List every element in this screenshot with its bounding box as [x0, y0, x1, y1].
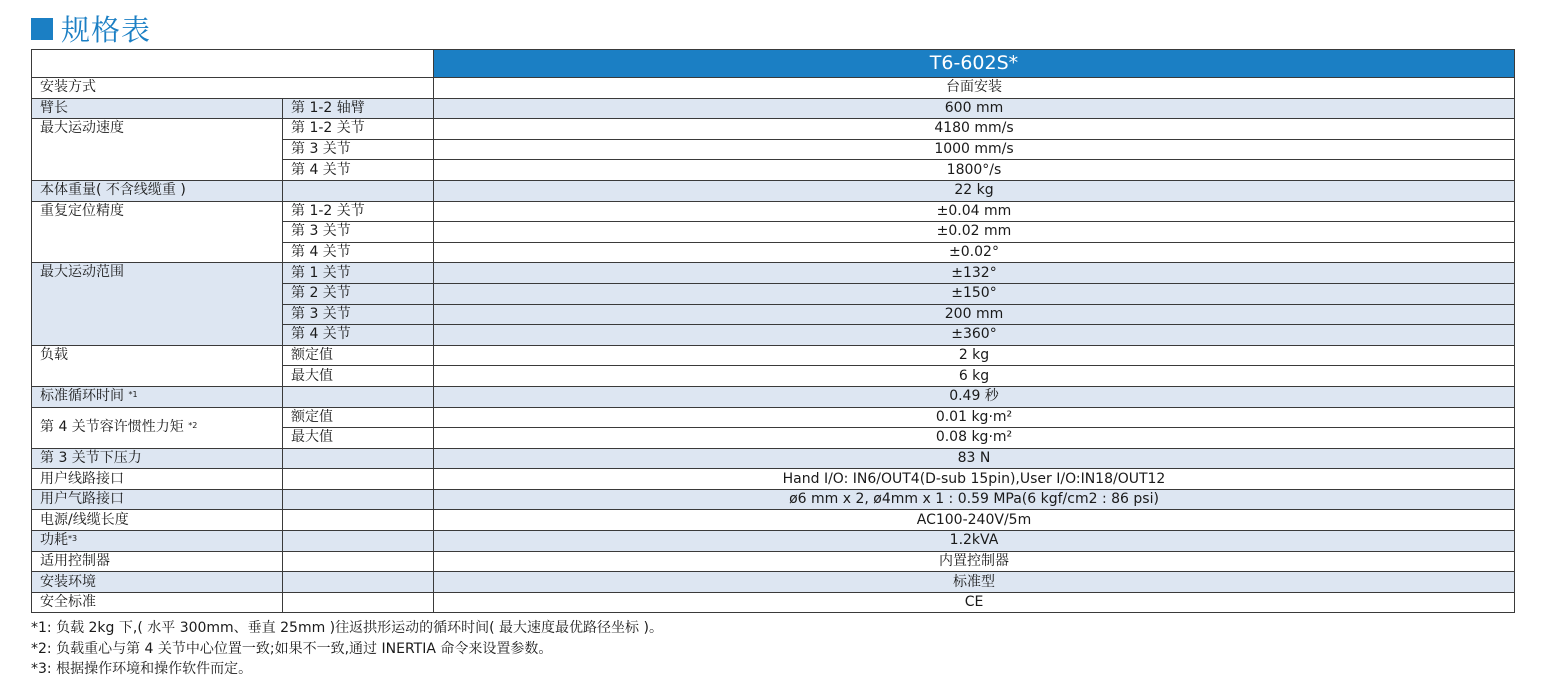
row-sublabel: 第 4 关节: [283, 242, 434, 263]
table-row: [32, 263, 1515, 284]
table-row: [32, 180, 1515, 201]
row-label: 第 4 关节容许惯性力矩: [40, 419, 184, 436]
row-value: 0.08 kg·m²: [434, 428, 1515, 449]
table-row: [32, 78, 1515, 99]
row-value: 0.01 kg·m²: [434, 407, 1515, 428]
row-value: 4180 mm/s: [434, 119, 1515, 140]
row-sublabel: 第 1-2 轴臂: [283, 98, 434, 119]
table-row: [32, 510, 1515, 531]
row-value: 2 kg: [434, 345, 1515, 366]
footnote-mark: *1: [128, 390, 138, 400]
row-sublabel-empty: [283, 592, 434, 613]
row-value: 22 kg: [434, 180, 1515, 201]
row-label-cell: [32, 531, 283, 552]
row-sublabel-empty: [283, 469, 434, 490]
row-sublabel: 第 3 关节: [283, 304, 434, 325]
table-row: [32, 592, 1515, 613]
row-label: 本体重量( 不含线缆重 ): [32, 180, 283, 201]
footnote-mark: *2: [188, 421, 198, 431]
row-sublabel-empty: [283, 489, 434, 510]
row-sublabel-empty: [283, 448, 434, 469]
row-sublabel: 额定值: [283, 345, 434, 366]
row-value: ±360°: [434, 325, 1515, 346]
row-sublabel: 最大值: [283, 366, 434, 387]
row-value: 600 mm: [434, 98, 1515, 119]
table-row: [32, 98, 1515, 119]
footnote-3: *3: 根据操作环境和操作软件而定。: [31, 661, 253, 677]
table-row: [32, 345, 1515, 366]
footnote-mark: *3: [68, 534, 78, 544]
row-value: 83 N: [434, 448, 1515, 469]
row-value: ±0.04 mm: [434, 201, 1515, 222]
table-row: [32, 531, 1515, 552]
model-header: T6-602S*: [434, 50, 1515, 78]
row-sublabel: 第 3 关节: [283, 139, 434, 160]
row-sublabel: 额定值: [283, 407, 434, 428]
row-sublabel-empty: [283, 386, 434, 407]
footnote-1: *1: 负载 2kg 下,( 水平 300mm、垂直 25mm )往返拱形运动的循环时间( 最大速度最优路径坐标 )。: [31, 620, 663, 636]
header-blank-cell: [32, 50, 434, 78]
row-sublabel-empty: [283, 551, 434, 572]
section-title: [31, 8, 151, 48]
section-title-text: 规格表: [61, 12, 152, 47]
row-value: 标准型: [434, 572, 1515, 593]
table-row: [32, 119, 1515, 140]
table-header-row: [32, 50, 1515, 78]
row-label: 电源/线缆长度: [32, 510, 283, 531]
row-value: 1.2kVA: [434, 531, 1515, 552]
row-value: 台面安装: [434, 78, 1515, 99]
row-sublabel: 第 1 关节: [283, 263, 434, 284]
row-value: 1800°/s: [434, 160, 1515, 181]
row-label-cell: [32, 386, 283, 407]
row-sublabel: 第 1-2 关节: [283, 119, 434, 140]
row-label: 标准循环时间: [40, 388, 124, 405]
row-label: 负载: [32, 345, 283, 386]
row-label: 用户气路接口: [32, 489, 283, 510]
row-value: 0.49 秒: [434, 386, 1515, 407]
row-sublabel: 第 4 关节: [283, 325, 434, 346]
row-label: 重复定位精度: [32, 201, 283, 263]
title-square-icon: [31, 18, 53, 40]
row-value: ø6 mm x 2, ø4mm x 1 : 0.59 MPa(6 kgf/cm2 : 86 psi): [434, 489, 1515, 510]
row-sublabel-empty: [283, 510, 434, 531]
table-row: [32, 448, 1515, 469]
row-label: 臂长: [32, 98, 283, 119]
row-label: 用户线路接口: [32, 469, 283, 490]
row-value: 6 kg: [434, 366, 1515, 387]
row-sublabel-empty: [283, 572, 434, 593]
footnotes: [31, 618, 663, 680]
row-value: CE: [434, 592, 1515, 613]
row-value: ±0.02°: [434, 242, 1515, 263]
row-value: 200 mm: [434, 304, 1515, 325]
row-value: ±132°: [434, 263, 1515, 284]
row-sublabel: 第 3 关节: [283, 222, 434, 243]
row-label: 最大运动范围: [32, 263, 283, 345]
row-sublabel: 第 2 关节: [283, 283, 434, 304]
table-row: [32, 201, 1515, 222]
row-value: ±0.02 mm: [434, 222, 1515, 243]
table-row: [32, 469, 1515, 490]
row-label: 安装方式: [32, 78, 434, 99]
row-sublabel: 第 1-2 关节: [283, 201, 434, 222]
row-value: 1000 mm/s: [434, 139, 1515, 160]
row-label: 功耗: [40, 532, 68, 549]
row-value: Hand I/O: IN6/OUT4(D-sub 15pin),User I/O:IN18/OUT12: [434, 469, 1515, 490]
row-label: 最大运动速度: [32, 119, 283, 181]
row-label: 安装环境: [32, 572, 283, 593]
spec-table: [31, 49, 1515, 613]
row-value: AC100-240V/5m: [434, 510, 1515, 531]
row-label: 适用控制器: [32, 551, 283, 572]
row-label-cell: [32, 407, 283, 448]
table-row: [32, 551, 1515, 572]
footnote-2: *2: 负载重心与第 4 关节中心位置一致;如果不一致,通过 INERTIA 命令来设置参数。: [31, 640, 553, 657]
table-row: [32, 572, 1515, 593]
table-row: [32, 489, 1515, 510]
row-sublabel-empty: [283, 180, 434, 201]
row-value: 内置控制器: [434, 551, 1515, 572]
table-row: [32, 386, 1515, 407]
row-label: 安全标准: [32, 592, 283, 613]
row-sublabel-empty: [283, 531, 434, 552]
row-value: ±150°: [434, 283, 1515, 304]
table-row: [32, 407, 1515, 428]
row-sublabel: 第 4 关节: [283, 160, 434, 181]
row-sublabel: 最大值: [283, 428, 434, 449]
row-label: 第 3 关节下压力: [32, 448, 283, 469]
